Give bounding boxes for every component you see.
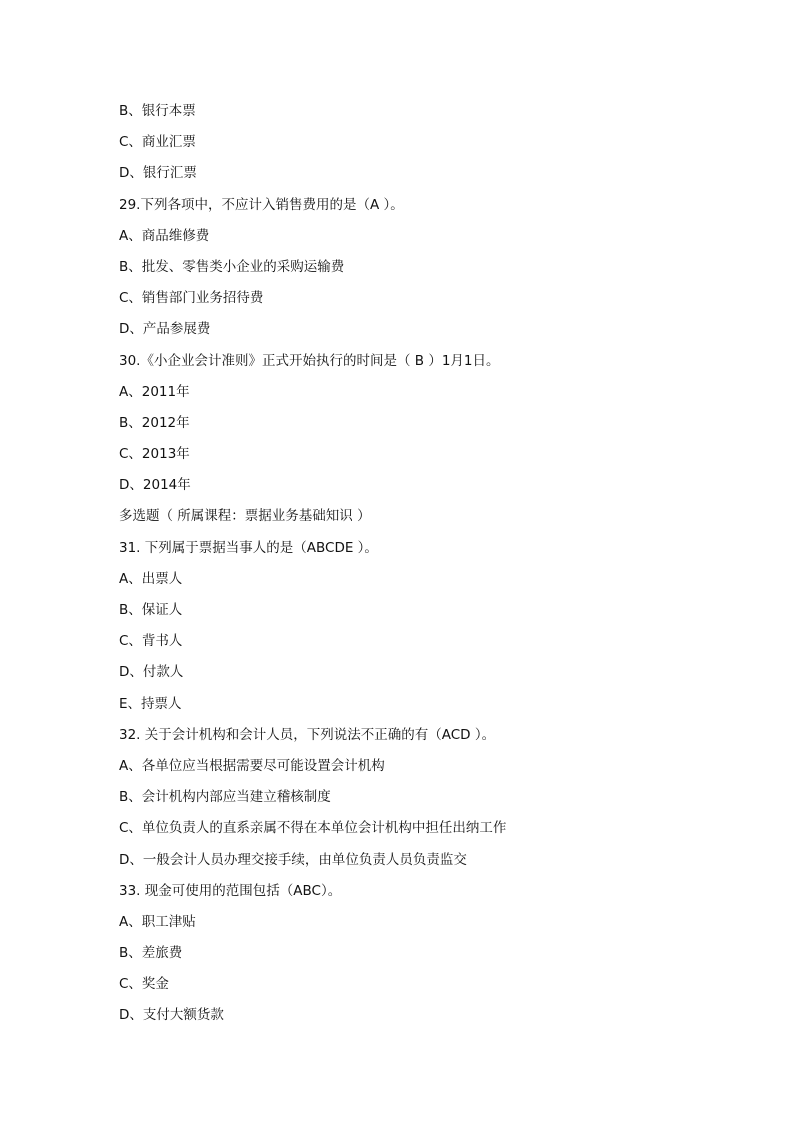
option-31-e: E、持票人	[119, 695, 182, 712]
option-29-b: B、批发、零售类小企业的采购运输费	[119, 258, 345, 275]
option-32-c: C、单位负责人的直系亲属不得在本单位会计机构中担任出纳工作	[119, 820, 507, 837]
option-31-c: C、背书人	[119, 633, 183, 650]
option-32-b: B、会计机构内部应当建立稽核制度	[119, 789, 331, 806]
option-31-b: B、保证人	[119, 602, 183, 618]
option-29-d: D、产品参展费	[119, 321, 211, 338]
question-33: 33. 现金可使用的范围包括（ABC）。	[119, 882, 342, 899]
section-heading: 多选题（ 所属课程：票据业务基础知识 ）	[119, 508, 371, 525]
option-30-d: D、2014年	[119, 477, 191, 494]
question-30: 30.《小企业会计准则》正式开始执行的时间是（ B ）1月1日。	[119, 352, 500, 369]
question-29: 29.下列各项中，不应计入销售费用的是（A ）。	[119, 196, 404, 213]
option-28-b: B、银行本票	[119, 103, 196, 119]
option-30-b: B、2012年	[119, 414, 190, 431]
option-31-a: A、出票人	[119, 570, 183, 587]
option-33-b: B、差旅费	[119, 945, 183, 962]
option-32-d: D、一般会计人员办理交接手续，由单位负责人员负责监交	[119, 851, 467, 868]
option-29-c: C、销售部门业务招待费	[119, 290, 264, 307]
option-33-d: D、支付大额货款	[119, 1007, 224, 1024]
option-28-c: C、商业汇票	[119, 134, 196, 151]
question-31: 31. 下列属于票据当事人的是（ABCDE ）。	[119, 539, 378, 556]
option-31-d: D、付款人	[119, 664, 184, 681]
option-33-a: A、职工津贴	[119, 913, 196, 930]
option-28-d: D、银行汇票	[119, 165, 197, 182]
option-32-a: A、各单位应当根据需要尽可能设置会计机构	[119, 757, 385, 774]
option-33-c: C、奖金	[119, 976, 169, 993]
question-32: 32. 关于会计机构和会计人员，下列说法不正确的有（ACD ）。	[119, 726, 496, 743]
option-29-a: A、商品维修费	[119, 227, 210, 244]
option-30-a: A、2011年	[119, 383, 190, 400]
option-30-c: C、2013年	[119, 446, 190, 463]
